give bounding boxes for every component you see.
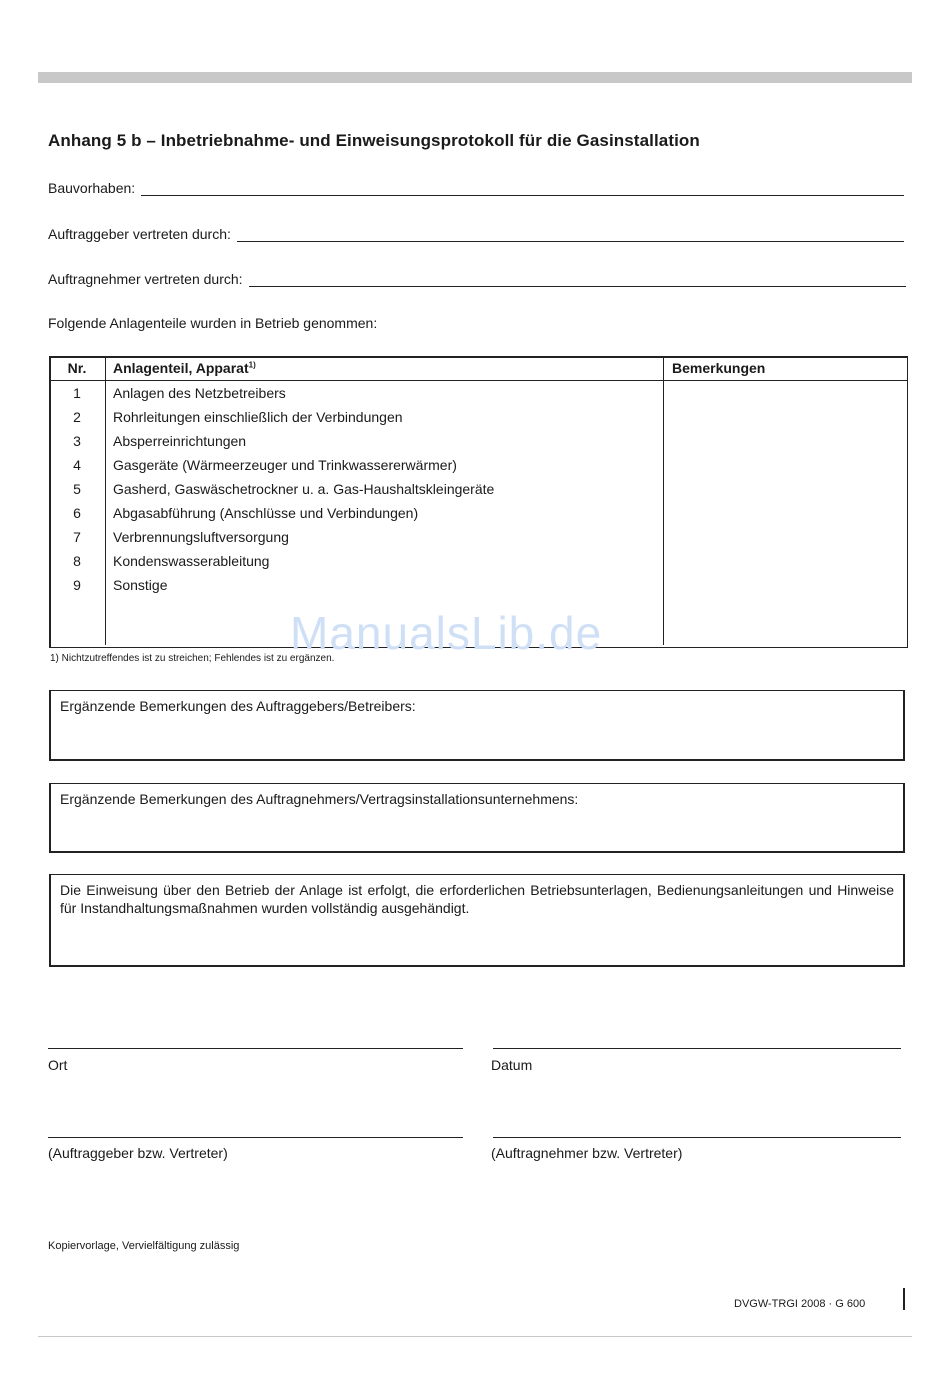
row-nr: 9 [49,573,106,597]
contractor-signature-label: (Auftragnehmer bzw. Vertreter) [491,1145,683,1161]
row-remarks[interactable] [664,405,908,429]
row-part: Sonstige [106,573,664,597]
table-row [49,453,907,477]
row-remarks[interactable] [664,573,908,597]
footnote: 1) Nichtzutreffendes ist zu streichen; Fehlendes ist zu ergänzen. [50,653,335,664]
row-remarks[interactable] [664,477,908,501]
table-row [49,477,907,501]
table-row [49,501,907,525]
auftragnehmer-line[interactable] [249,285,906,287]
row-part: Anlagen des Netzbetreibers [106,381,664,406]
row-part: Abgasabführung (Anschlüsse und Verbindungen) [106,501,664,525]
client-remarks-box[interactable] [49,690,905,761]
datum-line[interactable] [493,1048,901,1049]
document-reference: DVGW-TRGI 2008 · G 600 [734,1298,866,1310]
bauvorhaben-field[interactable] [48,180,904,196]
bauvorhaben-line[interactable] [141,194,904,196]
row-remarks[interactable] [664,501,908,525]
auftraggeber-line[interactable] [237,240,904,242]
copy-note: Kopiervorlage, Vervielfältigung zulässig [48,1240,240,1252]
ort-line[interactable] [48,1048,463,1049]
instruction-text: Die Einweisung über den Betrieb der Anlage ist erfolgt, die erforderlichen Betriebsunterlagen, Bedienungsanleitungen und Hinweise für Instandhaltungsmaßnahmen wurden vollständig ausgehändigt. [60,882,894,916]
bottom-line [38,1336,912,1337]
client-remarks-label: Ergänzende Bemerkungen des Auftraggebers/Betreibers: [60,698,416,714]
row-part: Kondenswasserableitung [106,549,664,573]
header-part-footnote-mark: 1) [248,360,256,370]
header-remarks: Bemerkungen [664,356,908,381]
row-remarks[interactable] [664,381,908,406]
table-row [49,429,907,453]
bauvorhaben-label: Bauvorhaben: [48,180,136,196]
row-nr: 5 [49,477,106,501]
row-part: Gasherd, Gaswäschetrockner u. a. Gas-Haushaltskleingeräte [106,477,664,501]
client-signature-label: (Auftraggeber bzw. Vertreter) [48,1145,228,1161]
instruction-box [49,874,905,967]
auftragnehmer-label: Auftragnehmer vertreten durch: [48,271,243,287]
row-part: Absperreinrichtungen [106,429,664,453]
row-nr: 3 [49,429,106,453]
row-remarks[interactable] [664,429,908,453]
row-nr: 8 [49,549,106,573]
row-nr: 6 [49,501,106,525]
header-part [106,356,664,381]
watermark: ManualsLib.de [290,607,603,659]
page-title: Anhang 5 b – Inbetriebnahme- und Einweisungsprotokoll für die Gasinstallation [48,131,700,150]
contractor-signature-line[interactable] [493,1137,901,1138]
header-part-label: Anlagenteil, Apparat [113,360,249,376]
reference-bar [903,1288,905,1310]
row-remarks[interactable] [664,525,908,549]
row-nr: 1 [49,381,106,406]
table-header-row [49,356,907,381]
table-row [49,549,907,573]
ort-label: Ort [48,1057,68,1073]
components-table [49,356,907,645]
table-row [49,525,907,549]
row-nr: 7 [49,525,106,549]
row-nr-empty [49,597,106,645]
auftraggeber-field[interactable] [48,226,904,242]
header-nr: Nr. [49,356,106,381]
table-row [49,381,907,406]
top-bar [38,72,912,83]
contractor-remarks-box[interactable] [49,783,905,853]
datum-label: Datum [491,1057,533,1073]
auftragnehmer-field[interactable] [48,271,906,287]
row-remarks-empty[interactable] [664,597,908,645]
row-remarks[interactable] [664,453,908,477]
row-nr: 4 [49,453,106,477]
row-part: Rohrleitungen einschließlich der Verbindungen [106,405,664,429]
table-row [49,573,907,597]
auftraggeber-label: Auftraggeber vertreten durch: [48,226,231,242]
client-signature-line[interactable] [48,1137,463,1138]
row-nr: 2 [49,405,106,429]
row-part: Gasgeräte (Wärmeerzeuger und Trinkwassererwärmer) [106,453,664,477]
row-remarks[interactable] [664,549,908,573]
row-part: Verbrennungsluftversorgung [106,525,664,549]
intro-text: Folgende Anlagenteile wurden in Betrieb genommen: [48,315,378,331]
table-row [49,405,907,429]
contractor-remarks-label: Ergänzende Bemerkungen des Auftragnehmers/Vertragsinstallationsunternehmens: [60,791,579,807]
